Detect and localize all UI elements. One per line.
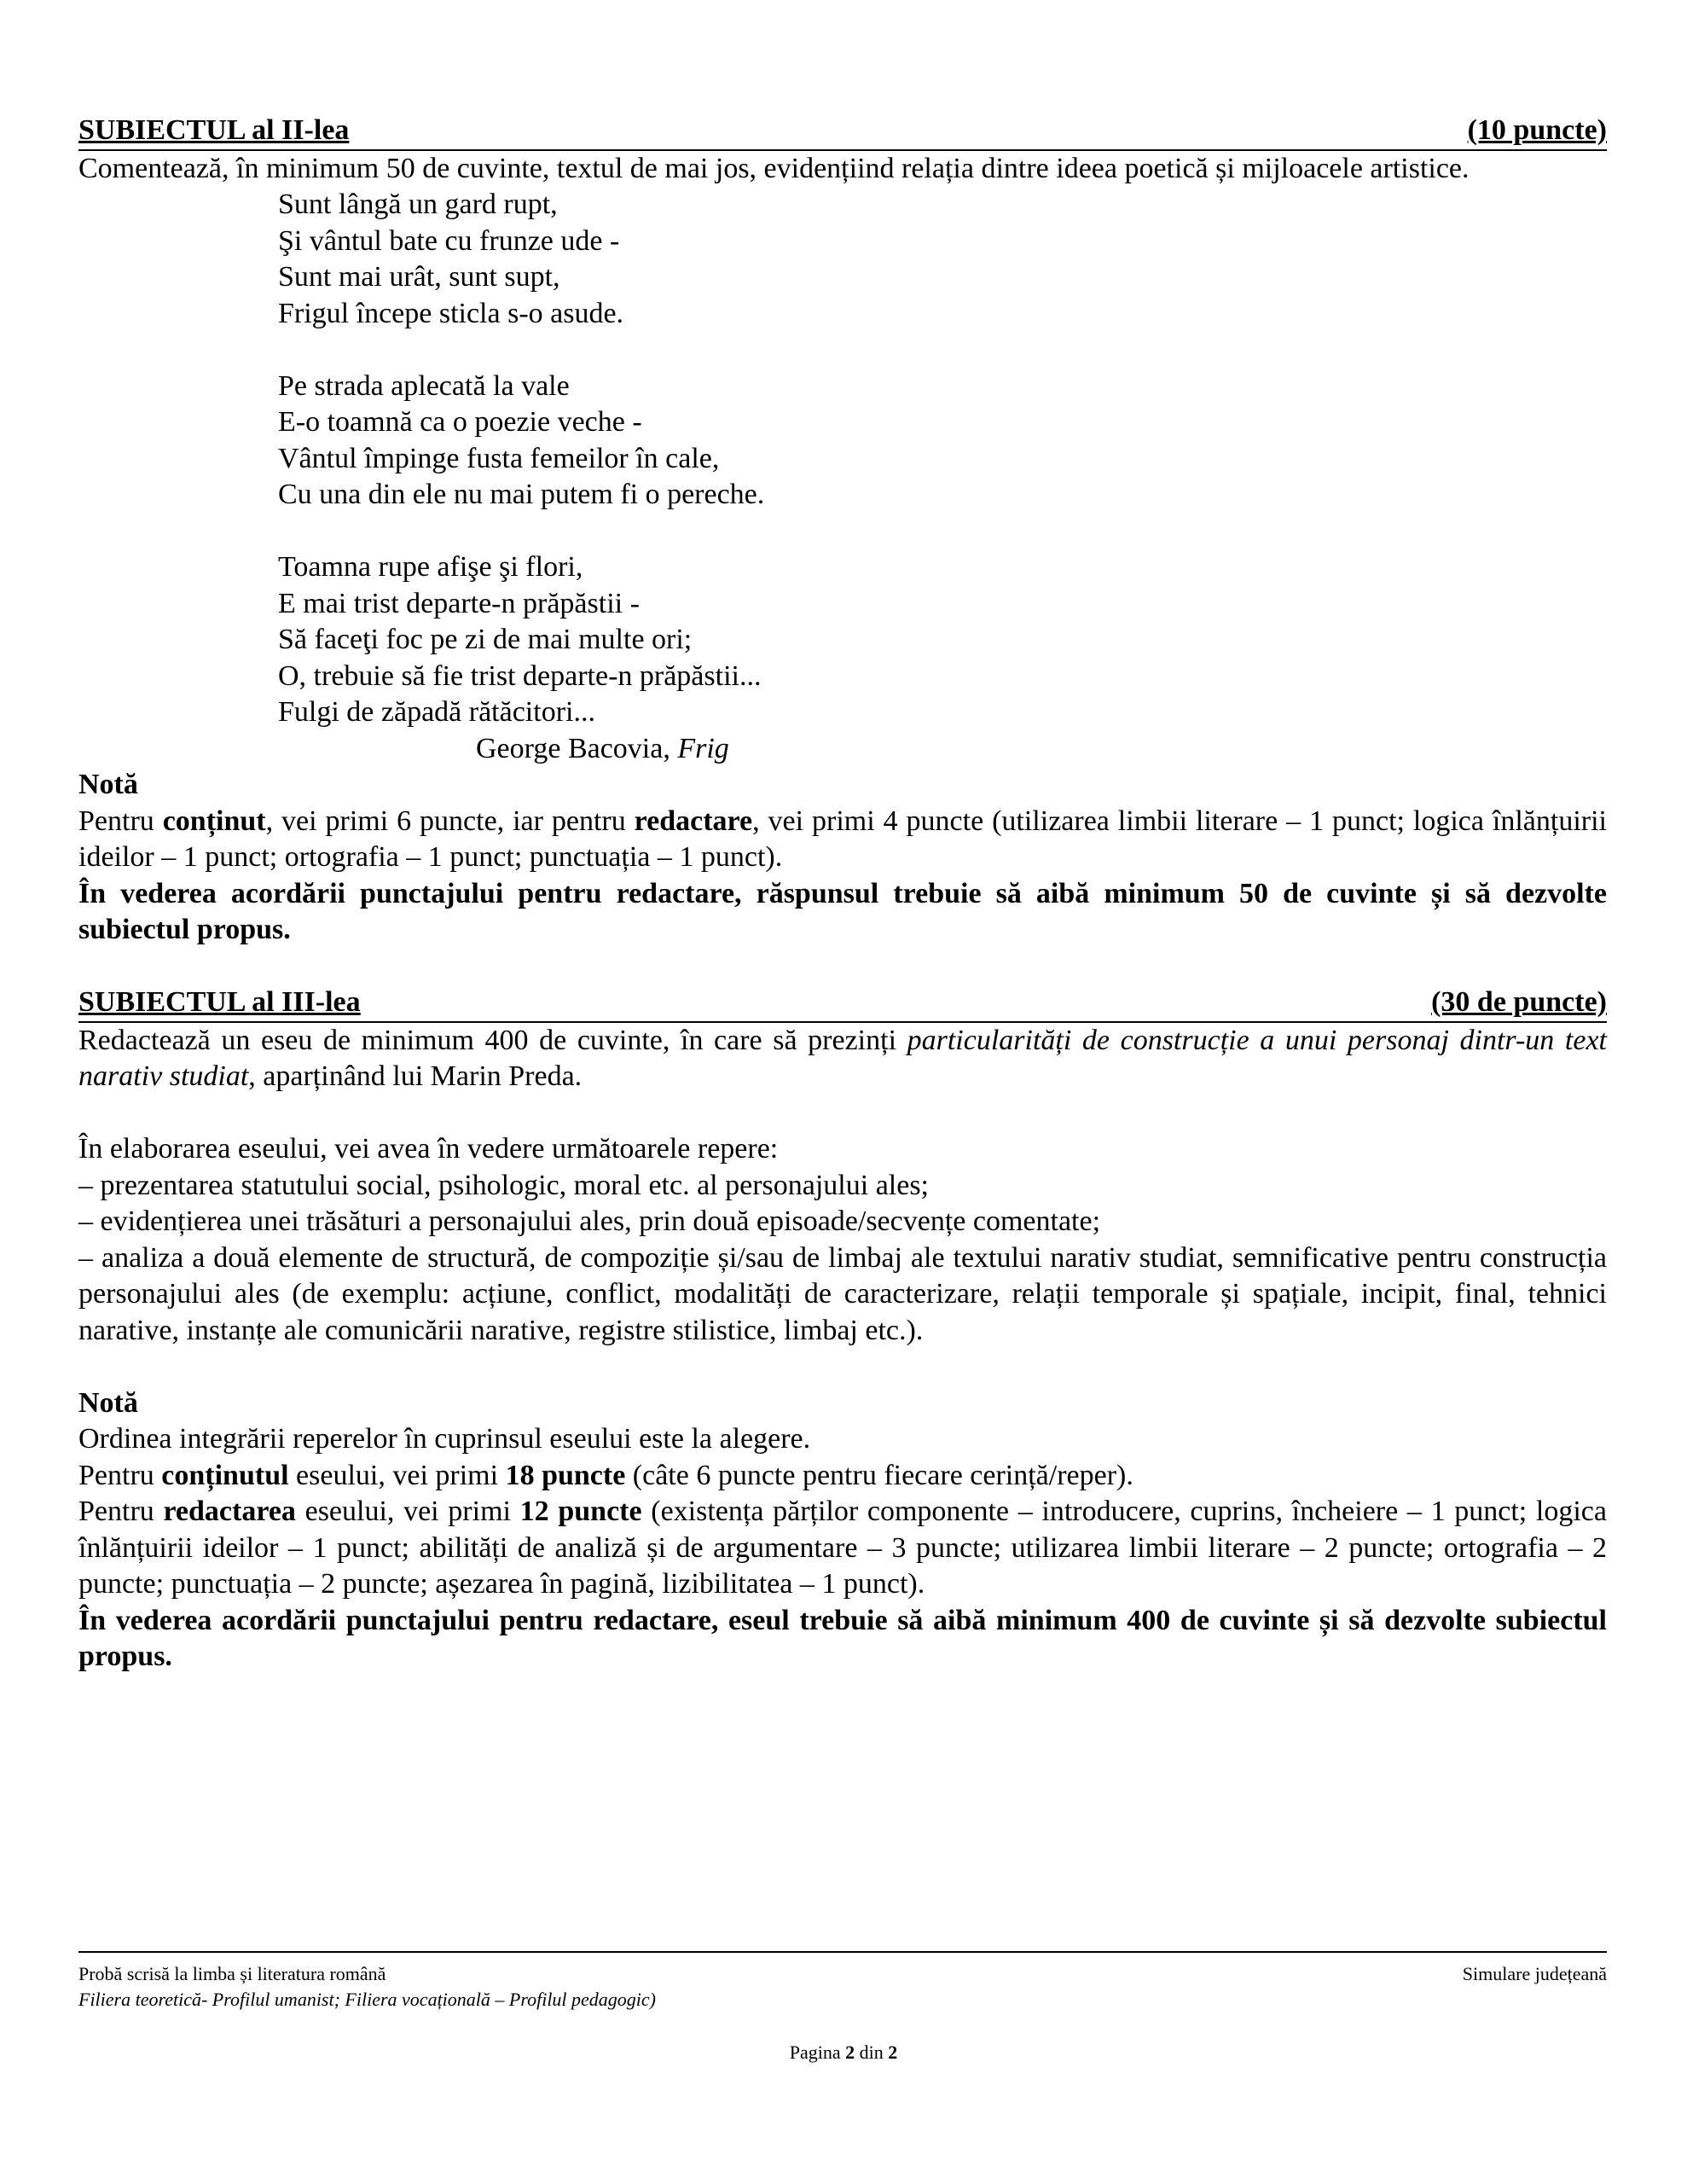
poem-line: Vântul împinge fusta femeilor în cale, <box>278 442 720 474</box>
page-content <box>78 113 1607 1676</box>
subject-3-note-p3: Pentru redactarea eseului, vei primi 12 puncte (existența părților componente – introducere, cuprins, încheiere – 1 punct; logica înlănțuirii ideilor – 1 punct; abilități de analiză și de argumentare – 3 puncte; utilizarea limbii literare – 2 puncte; ortografia – 2 puncte; punctuația – 2 puncte; așezarea în pagină, lizibilitatea – 1 punct). <box>78 1496 1607 1600</box>
poem-line: Toamna rupe afişe şi flori, <box>278 551 583 583</box>
subject-3-note-p1: Ordinea integrării reperelor în cuprinsul eseului este la alegere. <box>78 1423 811 1455</box>
reper-item: – prezentarea statutului social, psihologic, moral etc. al personajului ales; <box>78 1169 930 1201</box>
poem-line: Cu una din ele nu mai putem fi o pereche. <box>278 479 765 510</box>
subject-3-note-p2: Pentru conținutul eseului, vei primi 18 puncte (câte 6 puncte pentru fiecare cerință/reper). <box>78 1459 1133 1491</box>
subject-2-note-emphasis: În vederea acordării punctajului pentru redactare, răspunsul trebuie să aibă minimum 50 de cuvinte și să dezvolte subiectul propus. <box>78 877 1607 945</box>
poem-line: Sunt lângă un gard rupt, <box>278 189 558 220</box>
subject-3-points: (30 de puncte) <box>1431 986 1607 1018</box>
subject-3-note-label: Notă <box>78 1386 138 1419</box>
poem-attribution <box>476 731 1607 768</box>
subject-2-note-label: Notă <box>78 769 138 800</box>
subject-2-note-text: Pentru conținut, vei primi 6 puncte, iar pentru redactare, vei primi 4 puncte (utilizarea limbii literare – 1 punct; logica înlănțuirii ideilor – 1 punct; ortografia – 1 punct; punctuația – 1 punct). <box>78 804 1607 873</box>
subject-3-title: SUBIECTUL al III-lea <box>78 986 361 1018</box>
subject-3-note-emphasis: În vederea acordării punctajului pentru redactare, eseul trebuie să aibă minimum 400 de cuvinte și să dezvolte subiectul propus. <box>78 1604 1607 1672</box>
footer <box>78 1961 1607 2013</box>
poem <box>278 187 1607 731</box>
poem-title: Frig <box>677 732 729 764</box>
reper-item: – evidențierea unei trăsături a personajului ales, prin două episoade/secvențe comentate; <box>78 1205 1101 1237</box>
footer-profile: Filiera teoretică- Profilul umanist; Filiera vocațională – Profilul pedagogic) <box>78 1989 657 2010</box>
poem-line: Şi vântul bate cu frunze ude - <box>278 224 620 257</box>
poem-line: E mai trist departe-n prăpăstii - <box>278 587 640 619</box>
footer-exam-name: Probă scrisă la limba și literatura română <box>78 1963 386 1984</box>
poem-line: Să faceţi foc pe zi de mai multe ori; <box>278 624 693 655</box>
poem-author: George Bacovia, <box>476 732 670 764</box>
poem-line: Pe strada aplecată la vale <box>278 369 570 402</box>
poem-line: Sunt mai urât, sunt supt, <box>278 261 560 293</box>
subject-2-points: (10 puncte) <box>1467 114 1607 146</box>
footer-divider <box>78 1951 1607 1953</box>
subject-2-instruction: Comentează, în minimum 50 de cuvinte, textul de mai jos, evidențiind relația dintre ideea poetică și mijloacele artistice. <box>78 152 1470 184</box>
poem-line: Frigul începe sticla s-o asude. <box>278 297 624 329</box>
subject-3-intro: Redactează un eseu de minimum 400 de cuvinte, în care să prezinți particularități de construcție a unui personaj dintr-un text narativ studiat, aparținând lui Marin Preda. <box>78 1024 1607 1092</box>
footer-exam-type: Simulare județeană <box>1462 1963 1607 1984</box>
poem-line: O, trebuie să fie trist departe-n prăpăstii... <box>278 659 762 692</box>
repere-intro: În elaborarea eseului, vei avea în vedere următoarele repere: <box>78 1133 779 1165</box>
poem-line: Fulgi de zăpadă rătăcitori... <box>278 696 595 728</box>
poem-line: E-o toamnă ca o poezie veche - <box>278 406 642 438</box>
subject-3-heading <box>78 985 1607 1023</box>
subject-2-heading <box>78 113 1607 151</box>
reper-item: – analiza a două elemente de structură, de compoziție și/sau de limbaj ale textului narativ studiat, semnificative pentru construcția personajului ales (de exemplu: acțiune, conflict, modalități de caracterizare, relații temporale și spațiale, incipit, final, tehnici narative, instanțe ale comunicării narative, registre stilistice, limbaj etc.). <box>78 1241 1607 1346</box>
subject-2-title: SUBIECTUL al II-lea <box>78 114 350 146</box>
page-number: Pagina 2 din 2 <box>789 2042 898 2063</box>
